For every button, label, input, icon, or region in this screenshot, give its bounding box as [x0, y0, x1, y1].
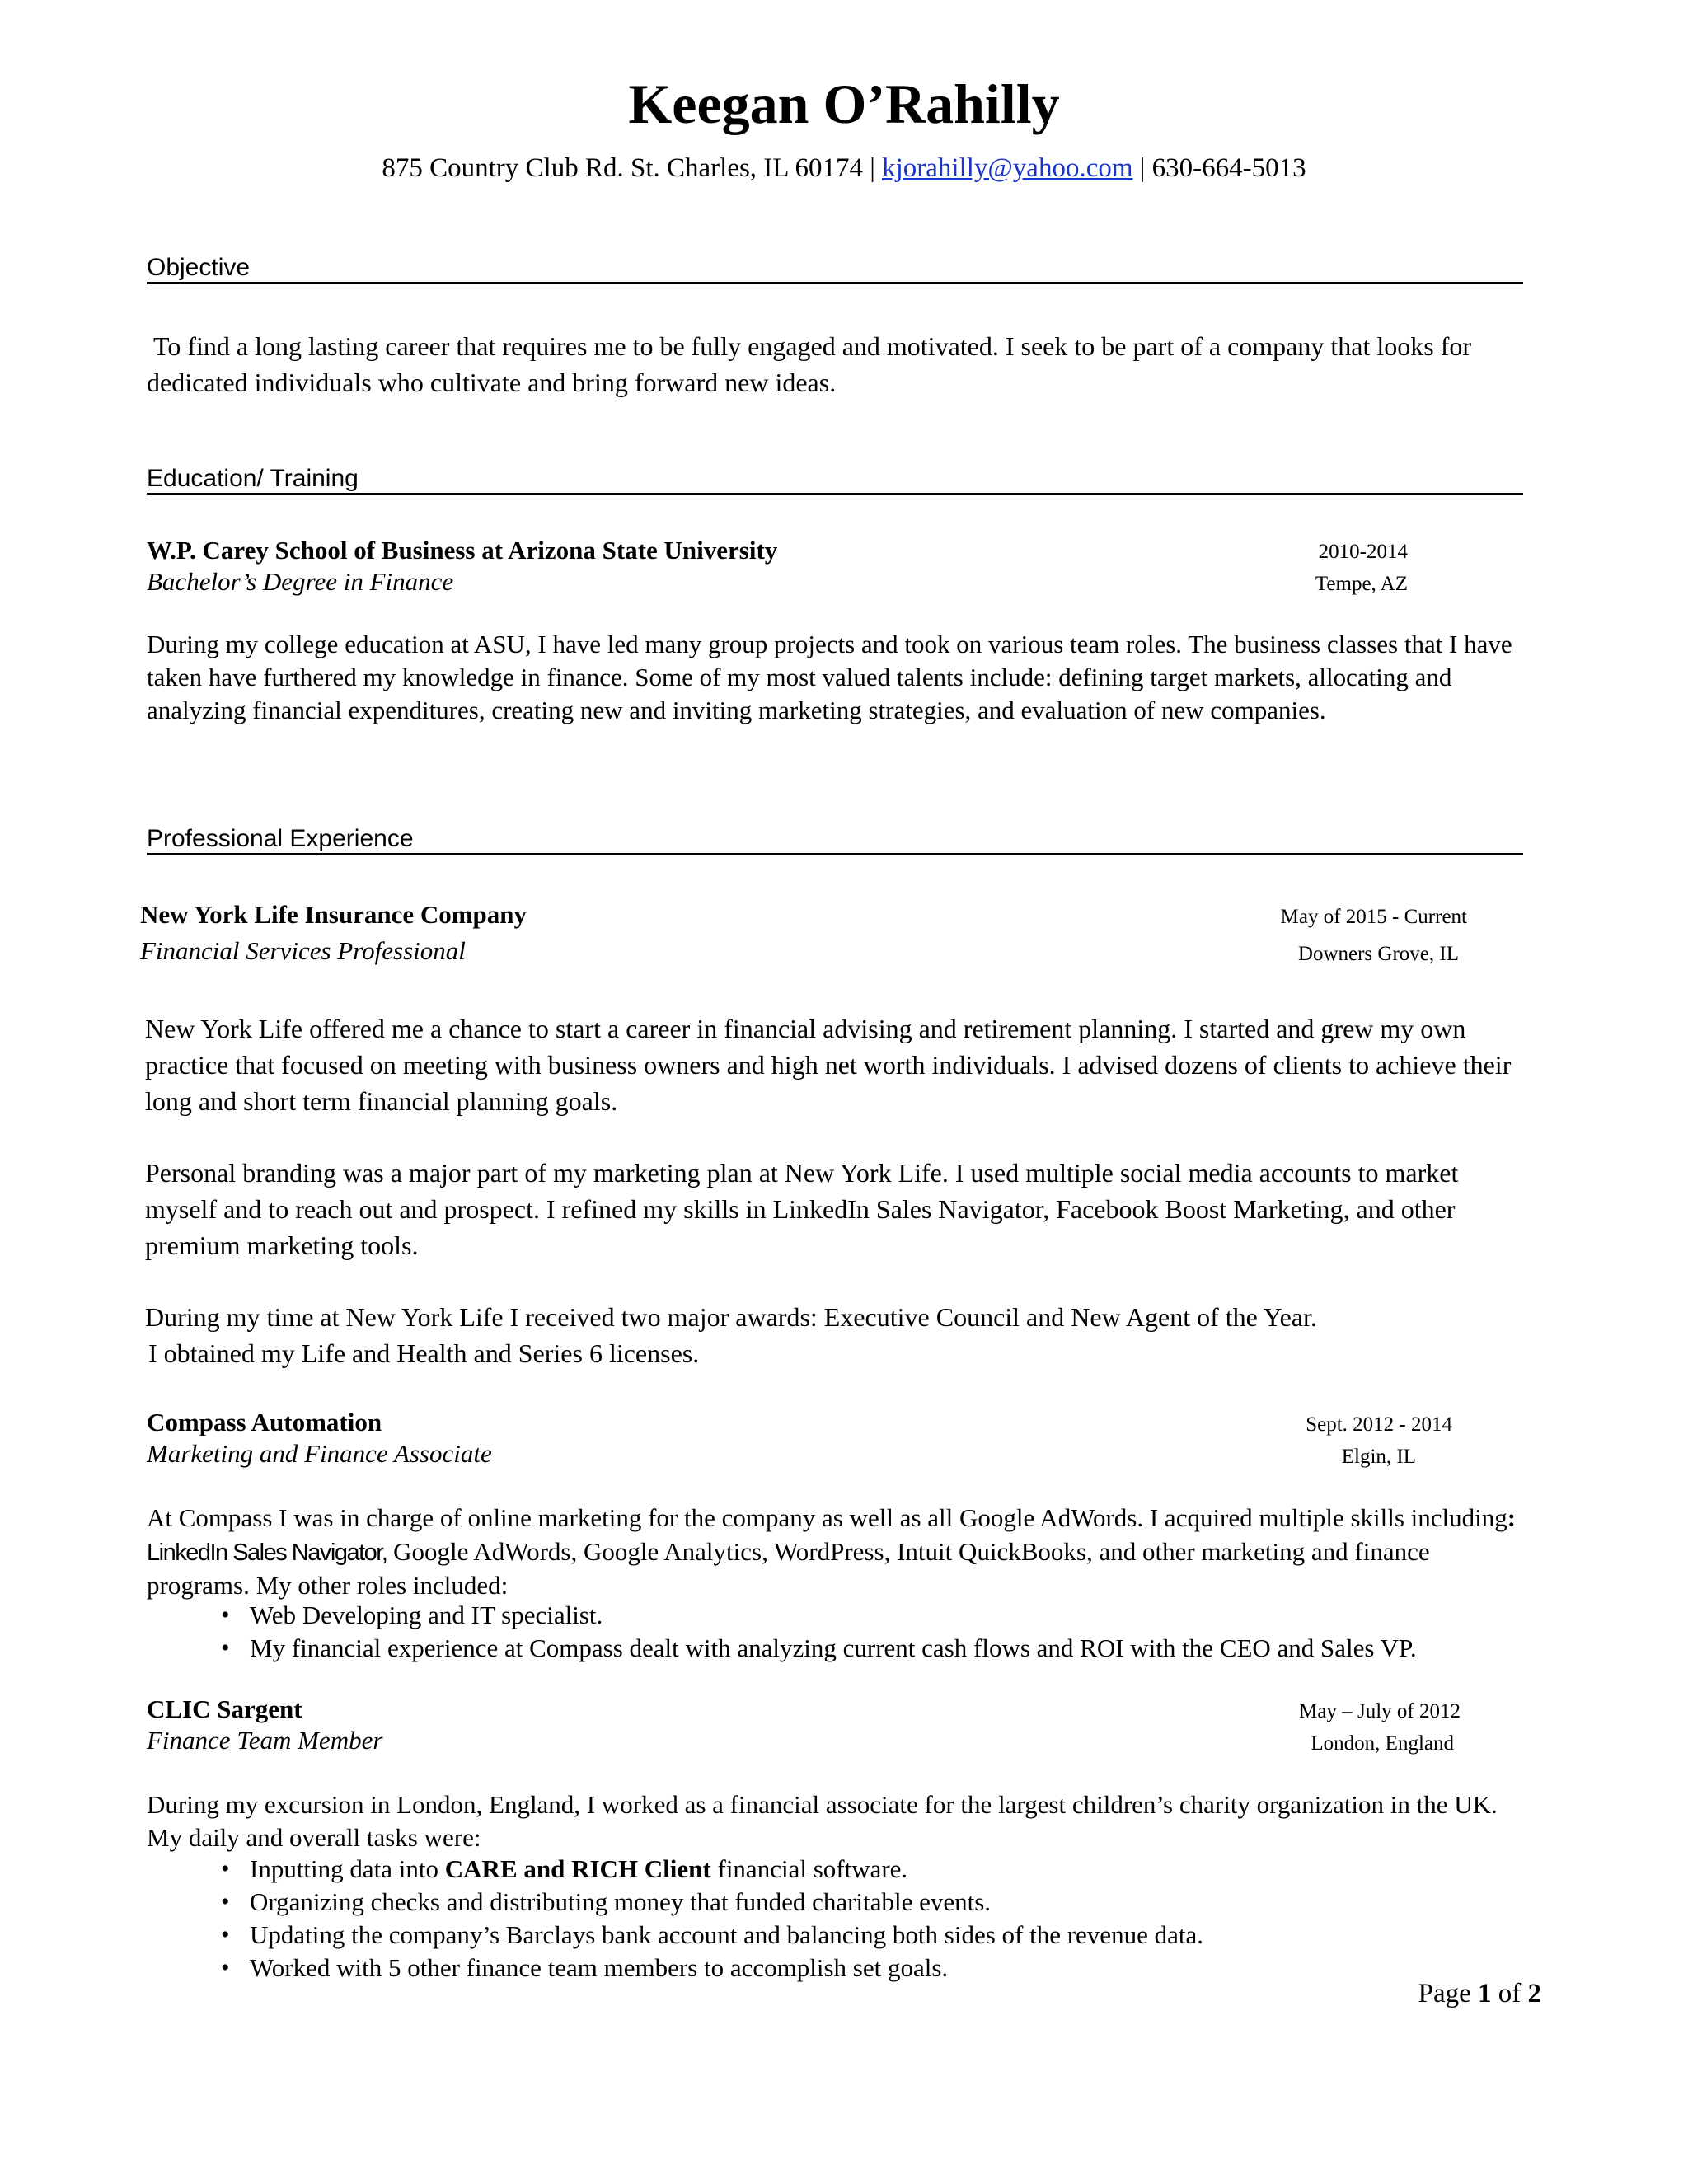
job-intro-part: At Compass I was in charge of online marketing for the company as well as all Google AdWords. I acquired multiple skills including: [147, 1503, 1507, 1532]
school-name: W.P. Carey School of Business at Arizona State University: [147, 536, 778, 565]
job-title: Marketing and Finance Associate: [147, 1439, 492, 1468]
degree: Bachelor’s Degree in Finance: [147, 567, 454, 596]
job-dates: May – July of 2012: [1299, 1700, 1461, 1722]
job-location: Elgin, IL: [1341, 1446, 1416, 1468]
contact-line: [0, 152, 1688, 185]
job-paragraph: I obtained my Life and Health and Series 6 licenses.: [148, 1338, 700, 1368]
list-item: • Web Developing and IT specialist.: [221, 1599, 1540, 1632]
job-dates: Sept. 2012 - 2014: [1306, 1413, 1452, 1436]
bullet-text: financial software.: [710, 1854, 908, 1883]
list-item: • Organizing checks and distributing money that funded charitable events.: [221, 1886, 1540, 1919]
job-company: CLIC Sargent: [147, 1694, 302, 1723]
list-item: • Updating the company’s Barclays bank account and balancing both sides of the revenue data.: [221, 1919, 1540, 1952]
page-total: 2: [1527, 1979, 1541, 2008]
job-intro-part: Google AdWords, Google Analytics, WordPress, Intuit QuickBooks, and other marketing and finance programs. My other roles included:: [147, 1537, 1430, 1600]
page-label: Page: [1418, 1979, 1471, 2008]
education-location: Tempe, AZ: [1315, 573, 1408, 595]
objective-heading: Objective: [147, 255, 1523, 284]
job-location: Downers Grove, IL: [1297, 943, 1459, 965]
education-years: 2010-2014: [1318, 541, 1408, 563]
job-title: Finance Team Member: [147, 1726, 383, 1755]
job-company: Compass Automation: [147, 1408, 382, 1436]
list-item: • Worked with 5 other finance team members to accomplish set goals.: [221, 1952, 1540, 1985]
job-dates: May of 2015 - Current: [1280, 906, 1467, 928]
page-current: 1: [1478, 1979, 1492, 2008]
job-intro: [147, 1502, 1523, 1602]
education-description: During my college education at ASU, I have led many group projects and took on various team roles. The business classes that I have taken have furthered my knowledge in finance. Some of my most valued talents include: defining target markets, allocating and analyzing financial expenditures, creating new and inviting marketing strategies, and evaluation of new companies.: [147, 630, 1512, 724]
page-of: of: [1498, 1979, 1522, 2008]
objective-text: To find a long lasting career that requires me to be fully engaged and motivated. I seek to be part of a company that looks for dedicated individuals who cultivate and bring forward new ideas.: [147, 331, 1472, 397]
education-heading: Education/ Training: [147, 466, 1523, 495]
list-item: [221, 1853, 1540, 1886]
job-location: London, England: [1311, 1732, 1454, 1755]
job-company: New York Life Insurance Company: [140, 900, 528, 929]
job-bullets: [221, 1599, 1540, 1665]
job-paragraph: Personal branding was a major part of my marketing plan at New York Life. I used multiple social media accounts to market myself and to reach out and prospect. I refined my skills in LinkedIn Sales Navigator, Facebook Boost Marketing, and other premium marketing tools.: [145, 1158, 1459, 1260]
experience-heading: Professional Experience: [147, 827, 1523, 855]
job-intro-colon: :: [1507, 1503, 1517, 1532]
email-link[interactable]: kjorahilly@yahoo.com: [882, 153, 1133, 183]
job-intro-skill: LinkedIn Sales Navigator,: [147, 1540, 387, 1566]
page-number: [1418, 1980, 1541, 2008]
job-title: Financial Services Professional: [140, 936, 466, 965]
phone: | 630-664-5013: [1139, 153, 1306, 183]
job-paragraph: New York Life offered me a chance to start a career in financial advising and retirement planning. I started and grew my own practice that focused on meeting with business owners and high net worth individuals. I advised dozens of clients to achieve their long and short term financial planning goals.: [145, 1014, 1512, 1116]
software-name: CARE and RICH Client: [444, 1854, 711, 1883]
job-intro: During my excursion in London, England, I worked as a financial associate for the largest children’s charity organization in the UK. My daily and overall tasks were:: [147, 1790, 1498, 1852]
job-bullets: [221, 1853, 1540, 1985]
job-paragraph: During my time at New York Life I received two major awards: Executive Council and New Agent of the Year.: [145, 1302, 1317, 1332]
candidate-name: Keegan O’Rahilly: [628, 73, 1060, 135]
list-item: • My financial experience at Compass dealt with analyzing current cash flows and ROI with the CEO and Sales VP.: [221, 1632, 1540, 1665]
address: 875 Country Club Rd. St. Charles, IL 60174 |: [382, 153, 875, 183]
bullet-text: Inputting data into: [250, 1854, 445, 1883]
